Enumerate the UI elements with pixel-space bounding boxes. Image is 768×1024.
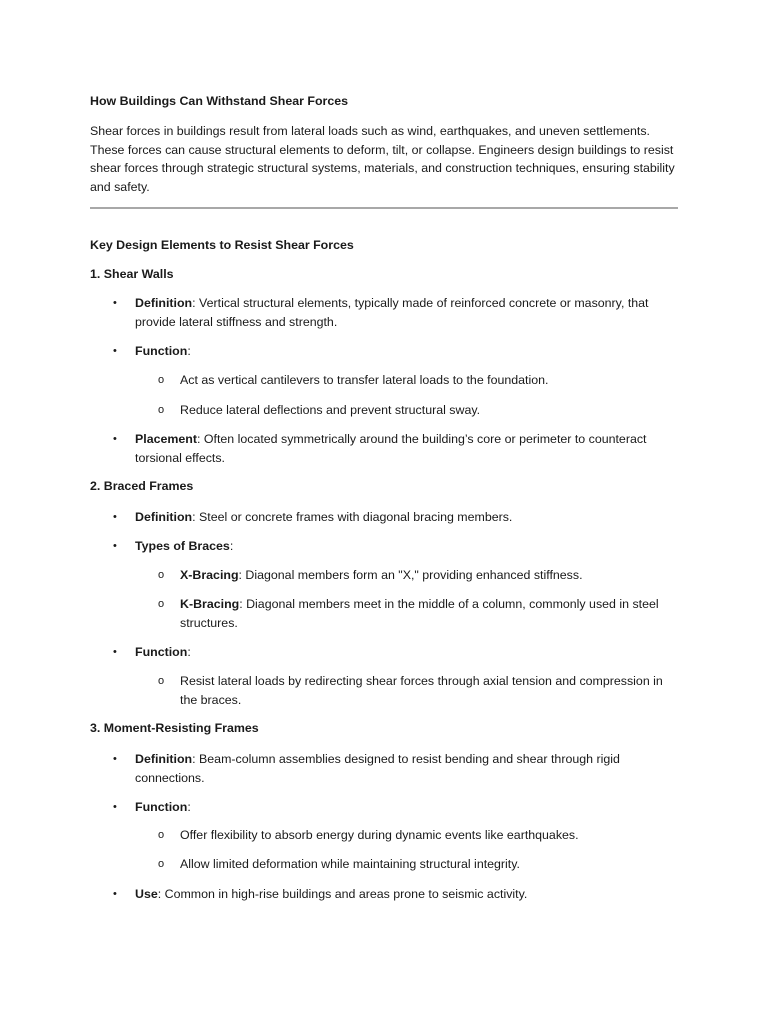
key-design-heading: Key Design Elements to Resist Shear Forces: [90, 238, 354, 252]
circle-bullet-icon: o: [158, 374, 165, 386]
term: Placement: [135, 432, 197, 446]
bullet-icon: •: [113, 345, 117, 357]
list-item-mrf-use: [113, 885, 675, 904]
list-item-braced-frames-types: [113, 537, 675, 556]
circle-bullet-icon: o: [158, 829, 165, 841]
sub-list-item: [158, 672, 678, 710]
placement-text: : Often located symmetrically around the building’s core or perimeter to counteract torsional effects.: [135, 432, 647, 465]
colon: :: [229, 539, 234, 553]
list-item-braced-frames-function: [113, 643, 675, 662]
bullet-icon: •: [113, 888, 117, 900]
term: Function: [135, 800, 188, 814]
circle-bullet-icon: o: [158, 598, 165, 610]
bullet-icon: •: [113, 433, 117, 445]
term: Function: [135, 344, 188, 358]
bullet-icon: •: [113, 646, 117, 658]
sub-item-text: Allow limited deformation while maintaining structural integrity.: [180, 857, 520, 871]
horizontal-rule: [90, 207, 678, 209]
circle-bullet-icon: o: [158, 858, 165, 870]
sub-list-item: [158, 826, 678, 845]
sub-list-item-x-bracing: [158, 566, 678, 585]
sub-item-text: Resist lateral loads by redirecting shear forces through axial tension and compression in the braces.: [180, 674, 663, 707]
list-item-shear-walls-placement: [113, 430, 675, 468]
term: Types of Braces: [135, 539, 230, 553]
section-heading-moment-resisting-frames: 3. Moment-Resisting Frames: [90, 721, 259, 735]
sub-item-text: : Diagonal members meet in the middle of a column, commonly used in steel structures.: [180, 597, 659, 630]
sub-list-item: [158, 371, 678, 390]
term: Use: [135, 887, 158, 901]
use-text: : Common in high-rise buildings and areas prone to seismic activity.: [157, 887, 528, 901]
sub-list-item: [158, 855, 678, 874]
list-item-mrf-function: [113, 798, 675, 817]
bullet-icon: •: [113, 801, 117, 813]
sub-item-text: Offer flexibility to absorb energy during dynamic events like earthquakes.: [180, 828, 579, 842]
term: Definition: [135, 752, 193, 766]
term: K-Bracing: [180, 597, 240, 611]
sub-list-item: [158, 401, 678, 420]
document-title: How Buildings Can Withstand Shear Forces: [90, 94, 349, 108]
intro-paragraph: Shear forces in buildings result from lateral loads such as wind, earthquakes, and uneven settlements. These forces can cause structural elements to deform, tilt, or collapse. Engineers design buildings to resist shear forces through strategic structural systems, materials, and construction techniques, ensuring stability and safety.: [90, 124, 675, 194]
colon: :: [187, 645, 191, 659]
sub-item-text: Reduce lateral deflections and prevent structural sway.: [180, 403, 481, 417]
section-heading-shear-walls: 1. Shear Walls: [90, 267, 174, 281]
circle-bullet-icon: o: [158, 569, 165, 581]
circle-bullet-icon: o: [158, 675, 165, 687]
list-item-mrf-definition: [113, 750, 675, 788]
definition-text: : Beam-column assemblies designed to resist bending and shear through rigid connections.: [135, 752, 620, 785]
section-heading-braced-frames: 2. Braced Frames: [90, 479, 194, 493]
term: Definition: [135, 296, 193, 310]
definition-text: : Vertical structural elements, typically made of reinforced concrete or masonry, that provide lateral stiffness and strength.: [135, 296, 649, 329]
term: X-Bracing: [180, 568, 239, 582]
list-item-braced-frames-definition: [113, 508, 675, 527]
sub-item-text: : Diagonal members form an "X," providing enhanced stiffness.: [238, 568, 583, 582]
circle-bullet-icon: o: [158, 404, 165, 416]
sub-item-text: Act as vertical cantilevers to transfer lateral loads to the foundation.: [180, 373, 549, 387]
sub-list-item-k-bracing: [158, 595, 678, 633]
list-item-shear-walls-function: [113, 342, 675, 361]
list-item-shear-walls-definition: [113, 294, 675, 332]
term: Function: [135, 645, 188, 659]
bullet-icon: •: [113, 753, 117, 765]
definition-text: : Steel or concrete frames with diagonal bracing members.: [192, 510, 513, 524]
colon: :: [187, 800, 191, 814]
term: Definition: [135, 510, 193, 524]
colon: :: [187, 344, 191, 358]
bullet-icon: •: [113, 540, 117, 552]
bullet-icon: •: [113, 297, 117, 309]
bullet-icon: •: [113, 511, 117, 523]
